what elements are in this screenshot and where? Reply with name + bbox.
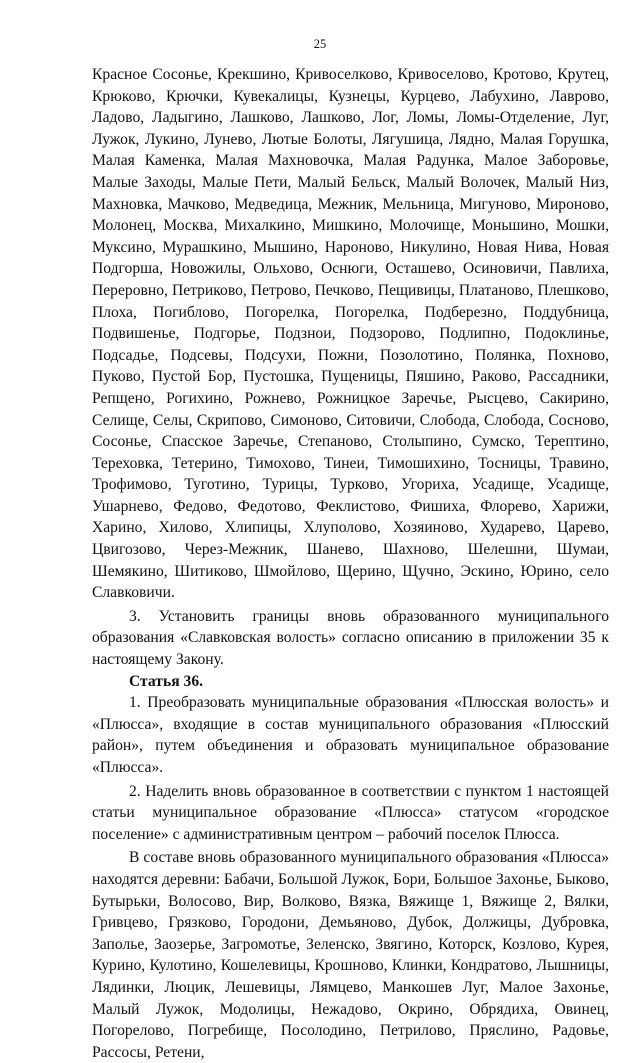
page-number: 25 [313,37,327,51]
article-heading: Статья 36. [129,672,204,690]
village-list-paragraph: Красное Сосонье, Крекшино, Кривоселково, Кривоселово, Кротово, Крутец, Крюково, Крючки, Кувекалицы, Кузнецы, Курцево, Лабухино, Лаврово, Ладово, Ладыгино, Лашково, Лашково, Лог, Ломы, Ломы-Отделение, Луг, Лужок, Лукино, Лунево, Лютые Болоты, Лягушица, Лядно, Малая Горушка, Малая Каменка, Малая Махновочка, Малая Радунка, Малое Заборовье, Малые Заходы, Малые Пети, Малый Бельск, Малый Волочек, Малый Низ, Махновка, Мачково, Медведица, Межник, Мельница, Мигуново, Мироново, Молонец, Москва, Михалкино, Мишкино, Молочище, Моньшино, Мошки, Муксино, Мурашкино, Мышино, Нароново, Никулино, Новая Нива, Новая Подгорша, Новожилы, Ольхово, Оснюги, Осташево, Осиновичи, Павлиха, Переровно, Петриково, Петрово, Печково, Пещивицы, Платаново, Плешково, Плоха, Погиблово, Погорелка, Погорелка, Подберезно, Поддубница, Подвишенье, Подгорье, Подзнои, Подзорово, Подлипно, Подоклинье, Подсадье, Подсевы, Подсухи, Пожни, Позолотино, Полянка, Похново, Пуково, Пустой Бор, Пустошка, Пущеницы, Пяшино, Раково, Рассадники, Репщено, Рогихино, Рожнево, Рожницкое Заречье, Рысцево, Сакирино, Селище, Селы, Скрипово, Симоново, Ситовичи, Слобода, Слобода, Сосново, Сосонье, Спасское Заречье, Степаново, Столыпино, Сумско, Терептино, Тереховка, Тетерино, Тимохово, Тинеи, Тимошихино, Тосницы, Травино, Трофимово, Туготино, Турицы, Турково, Угориха, Усадище, Усадище, Ушарнево, Федово, Федотово, Феклистово, Фишиха, Флорево, Харижи, Харино, Хилово, Хлипицы, Хлуполово, Хозяиново, Хударево, Царево, Цвигозово, Через-Межник, Шанево, Шахново, Шелешни, Шумаи, Шемякино, Шитиково, Шмойлово, Щерино, Щучно, Эскино, Юрино, село Славковичи. [92,66,609,602]
document-body [92,64,609,1063]
article-paragraph-2: 2. Наделить вновь образованное в соответствии с пунктом 1 настоящей статьи муниципальное образование «Плюсса» статусом «городское поселение» с административным центром – рабочий поселок Плюсса. [92,782,609,843]
boundary-paragraph: 3. Установить границы вновь образованного муниципального образования «Славковская волость» согласно описанию в приложении 35 к настоящему Закону. [92,607,609,669]
article-paragraph-3: В составе вновь образованного муниципального образования «Плюсса» находятся деревни: Бабачи, Большой Лужок, Бори, Большое Захонье, Быково, Бутырьки, Волосово, Вир, Волково, Вязка, Вяжище 1, Вяжище 2, Вялки, Гривцево, Грязково, Городони, Демьяново, Дубок, Должицы, Дубровка, Заполье, Заозерье, Загромотье, Зеленско, Звягино, Которск, Козлово, Курея, Курино, Кулотино, Кошелевицы, Крошново, Клинки, Кондратово, Лышницы, Лядинки, Люцик, Лешевицы, Лямцево, Манкошев Луг, Малое Захонье, Малый Лужок, Модолицы, Нежадово, Окрино, Обрядиха, Овинец, Погорелово, Погребище, Посолодино, Петрилово, Пряслино, Радовье, Рассосы, Ретени, [92,849,609,1061]
article-paragraph-1: 1. Преобразовать муниципальные образования «Плюсская волость» и «Плюсса», входящие в состав муниципального образования «Плюсский район», путем объединения и образовать муниципальное образование «Плюсса». [92,694,609,776]
